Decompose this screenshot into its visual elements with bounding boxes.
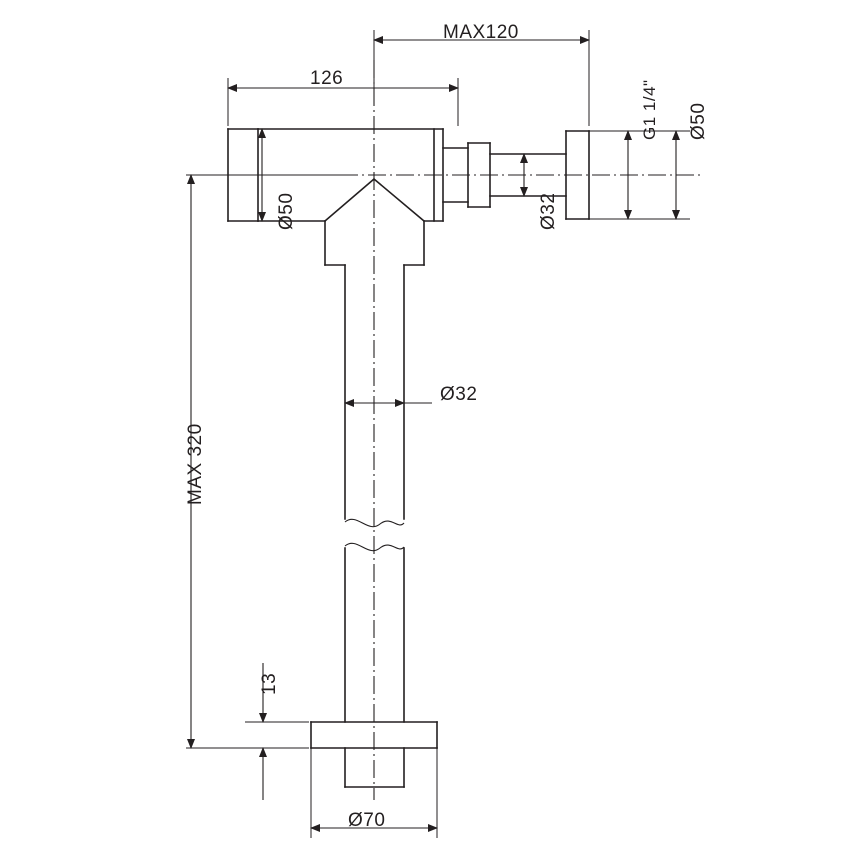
dimension-label-max120: MAX120 — [443, 22, 519, 43]
dimension-label-diam32-upper: Ø32 — [538, 192, 559, 230]
dimension-label-13: 13 — [259, 672, 280, 695]
dimension-label-max320: MAX 320 — [185, 423, 206, 505]
dimension-label-diam50-left: Ø50 — [276, 192, 297, 230]
dimension-max120 — [374, 30, 589, 126]
dimension-label-thread: G1 1/4" — [640, 79, 659, 140]
dimension-label-diam70: Ø70 — [348, 810, 386, 831]
dimension-label-diam50-right: Ø50 — [688, 102, 709, 140]
dimension-label-diam32-tube: Ø32 — [440, 384, 478, 405]
dimension-max320 — [186, 175, 340, 748]
dimension-label-126: 126 — [310, 68, 344, 89]
